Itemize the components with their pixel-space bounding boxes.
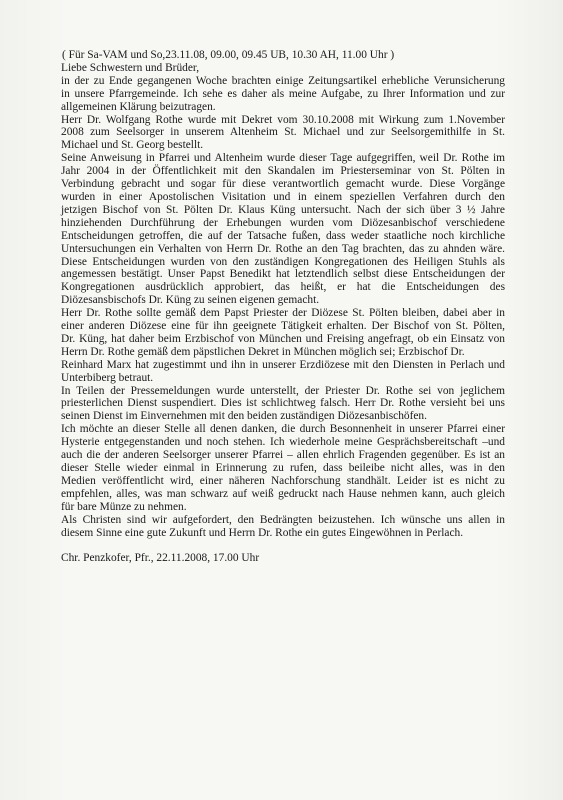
text-line: Reinhard Marx hat zugestimmt und ihn in unserer Erzdiözese mit den Diensten in Perlach und bbox=[61, 358, 505, 371]
text-line: wurden in einer Apostolischen Visitation und in einem speziellen Verfahren durch den bbox=[61, 190, 505, 203]
text-line: Michael und St. Georg bestellt. bbox=[61, 139, 204, 152]
text-line: dieser Stelle wieder einmal in Erinnerung zu rufen, dass beileibe nicht alles, was in den bbox=[61, 462, 505, 474]
text-line: Jahr 2004 in der Öffentlichkeit mit den Skandalen im Priesterseminar von St. Pölten in bbox=[61, 165, 505, 178]
text-line: seinen Dienst im Einvernehmen mit den beiden zuständigen Diözesanbischöfen. bbox=[61, 410, 427, 423]
spacer bbox=[61, 539, 505, 552]
text-line: In Teilen der Pressemeldungen wurde unterstellt, der Priester Dr. Rothe sei von jeglichem bbox=[61, 384, 505, 397]
text-line: Entscheidungen getroffen, die auf der Tatsache fußen, dass weder staatliche noch kirchliche bbox=[61, 229, 505, 242]
text-line: auch die der anderen Seelsorger unserer Pfarrei – allen ehrlich Fragenden gegenüber. Es ist an bbox=[61, 449, 505, 462]
text-line: Untersuchungen ein Verhalten von Herrn Dr. Rothe an den Tag brachten, das zu ahnden wäre. bbox=[61, 242, 505, 255]
text-line: einer anderen Diözese eine für ihn geeignete Tätigkeit erhalten. Der Bischof von St. Pölten, bbox=[61, 320, 505, 333]
text-line: diesem Sinne eine gute Zukunft und Herrn Dr. Rothe ein gutes Eingewöhnen in Perlach. bbox=[61, 526, 464, 539]
text-line: allgemeinen Klärung beizutragen. bbox=[61, 100, 216, 113]
text-line: angemessen bestätigt. Unser Papst Benedikt hat letztendlich selbst diese Entscheidungen der bbox=[61, 268, 505, 281]
text-line: Herr Dr. Wolfgang Rothe wurde mit Dekret vom 30.10.2008 mit Wirkung zum 1.November bbox=[61, 113, 505, 126]
letter-paragraphs bbox=[61, 75, 505, 540]
text-line: in unsere Pfarrgemeinde. Ich sehe es daher als meine Aufgabe, zu Ihrer Information und zur bbox=[61, 87, 505, 100]
signature: Chr. Penzkofer, Pfr., 22.11.2008, 17.00 Uhr bbox=[61, 552, 260, 565]
greeting: Liebe Schwestern und Brüder, bbox=[61, 61, 200, 74]
text-line: Diese Entscheidungen wurden von den zuständigen Kongregationen des Heiligen Stuhls als bbox=[61, 255, 505, 268]
text-line: Unterbiberg betraut. bbox=[61, 371, 154, 384]
text-line: empfehlen, alles, was man schwarz auf weiß gedruckt nach Hause nehmen kann, auch gleich bbox=[61, 487, 505, 500]
text-line: Herrn Dr. Rothe gemäß dem päpstlichen Dekret in München möglich sei; Erzbischof Dr. bbox=[61, 345, 465, 358]
text-line: priesterlichen Dienst suspendiert. Dies ist schlichtweg falsch. Herr Dr. Rothe versieht bei uns bbox=[61, 397, 505, 410]
text-line: jetzigen Bischof von St. Pölten Dr. Klaus Küng untersucht. Nach der sich über 3 ½ Jahre bbox=[61, 203, 505, 216]
text-line: Medien veröffentlicht wird, einer näheren Nachforschung standhält. Leider ist es nicht zu bbox=[61, 474, 505, 487]
text-line: Diözesansbischofs Dr. Küng zu seinen eigenen gemacht. bbox=[61, 294, 320, 307]
letter-body bbox=[61, 49, 505, 565]
text-line: Ich möchte an dieser Stelle all denen danken, die durch Besonnenheit in unserer Pfarrei einer bbox=[61, 423, 505, 436]
mass-schedule-header: ( Für Sa-VAM und So,23.11.08, 09.00, 09.45 UB, 10.30 AH, 11.00 Uhr ) bbox=[62, 49, 395, 61]
text-line: 2008 zum Seelsorger in unserem Altenheim St. Michael und zur Seelsorgemithilfe in St. bbox=[61, 126, 505, 139]
text-line: Kongregationen ausdrücklich approbiert, das heißt, er hat die Entscheidungen des bbox=[61, 281, 505, 294]
text-line: hinziehenden Durchführung der Erhebungen wurden vom Diözesanbischof verschiedene bbox=[61, 216, 505, 229]
text-line: Herr Dr. Rothe sollte gemäß dem Papst Priester der Diözese St. Pölten bleiben, dabei aber in bbox=[61, 307, 505, 320]
text-line: für bare Münze zu nehmen. bbox=[61, 500, 187, 513]
text-line: Als Christen sind wir aufgefordert, den Bedrängten beizustehen. Ich wünsche uns allen in bbox=[61, 513, 505, 526]
text-line: Verbindung gebracht und sogar für diese verantwortlich gemacht wurde. Diese Vorgänge bbox=[61, 178, 505, 191]
text-line: Seine Anweisung in Pfarrei und Altenheim wurde dieser Tage aufgegriffen, weil Dr. Rothe im bbox=[61, 152, 505, 165]
text-line: Dr. Küng, hat daher beim Erzbischof von München und Freising angefragt, ob ein Einsatz von bbox=[61, 332, 505, 345]
text-line: Hysterie entgegenstanden und noch stehen. Ich wiederhole meine Gesprächsbereitschaft –und bbox=[61, 436, 505, 449]
text-line: in der zu Ende gegangenen Woche brachten einige Zeitungsartikel erhebliche Verunsicherung bbox=[61, 74, 505, 87]
